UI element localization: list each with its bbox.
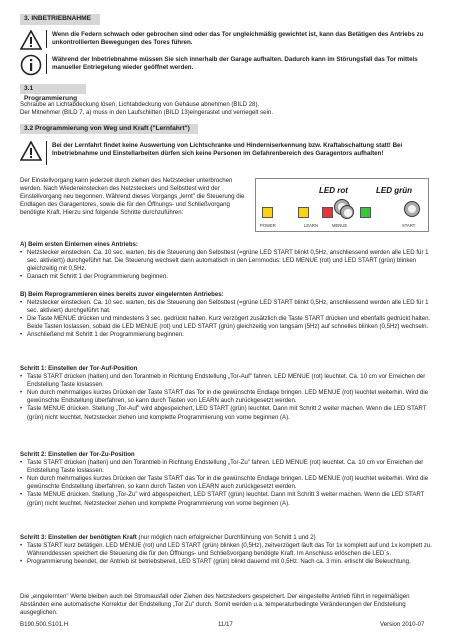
footer-page-number: 11/17 bbox=[218, 621, 233, 628]
section-3-title: 3. INBETRIEBNAHME bbox=[24, 15, 92, 22]
list-item: • Anschließend mit Schritt 1 der Programmierung beginnen. bbox=[27, 331, 434, 339]
warning-icon bbox=[20, 141, 42, 161]
list-item: • Nun durch mehrmaliges kurzes Drücken der Taste START das Tor in die gewünschte Endlage bringen. LED MENUE (rot) leuchtet weiterhin. Wird die gewünschte Endstellung überfahren, so kann durch Tasten von LEARN auch zurückgesetzt werden. bbox=[27, 389, 434, 405]
warning-divider bbox=[46, 54, 47, 74]
part-a bbox=[20, 241, 434, 281]
list-item: • Taste MENUE drücken. Stellung „Tor-Zu" wird abgespeichert, LED START (grün) leuchtet. Dann mit Schritt 3 weiter machen. Wenn die LED START (grün) nicht leuchtet, Netzstecker ziehen und komplette Programmierung von vorne beginnen (A). bbox=[27, 491, 434, 507]
warning-icon bbox=[20, 30, 42, 50]
step-3-title: Schritt 3: Einstellen der benötigten Kraft bbox=[20, 534, 137, 541]
step-2-title: Schritt 2: Einstellen der Tor-Zu-Position bbox=[20, 451, 135, 458]
control-panel-diagram bbox=[255, 178, 429, 232]
list-item: • Danach mit Schritt 1 der Programmierung beginnen. bbox=[27, 273, 434, 281]
panel-label-learn: LEARN bbox=[304, 223, 318, 228]
led-green-label: LED grün bbox=[376, 186, 412, 195]
section-3-1-heading bbox=[20, 84, 86, 102]
footer-doc-number: B190.500.S101.H bbox=[20, 621, 69, 628]
warning-divider bbox=[46, 141, 47, 165]
step-1 bbox=[20, 365, 434, 422]
section-3-2-title: 3.2 Programmierung von Weg und Kraft ("Lernfahrt") bbox=[24, 125, 190, 132]
led-icon bbox=[298, 207, 309, 218]
section-3-1-title: 3.1 Programmierung bbox=[24, 85, 78, 102]
step-3-note: (nur möglich nach erfolgreicher Durchführung von Schritt 1 und 2) bbox=[138, 534, 316, 541]
led-icon bbox=[262, 207, 273, 218]
section-3-2-heading bbox=[20, 124, 198, 134]
list-item: • Die Taste MENUE drücken und mindestens 3 sec. gedrückt halten. Kurz verzögert zusätzlich die Taste START drücken und ebenfalls gedrückt halten. Beide Tasten loslassen, sobald die LED MENUE (rot) und LED START (grün) gleichzeitig von langsam (5Hz) auf schnelles blinken (0,5Hz) wechseln. bbox=[27, 315, 434, 331]
list-item: • Taste START kurz betätigen. LED MENUE (rot) und LED START (grün) blinken (0,5Hz), zeitverzögert läuft das Tor 1x komplett auf und 1x komplett zu. Währenddessen speichert die Steuerung die für den Öffnungs- und Schließvorgang benötigte Kraft. Im Anschluss erlöschen die LED´s. bbox=[27, 542, 434, 558]
led-red-icon bbox=[322, 207, 333, 218]
warning-text-learning-run: Bei der Lernfahrt findet keine Auswertung von Lichtschranke und Hinderniserkennung bzw. Kraftabschaltung statt! Bei Inbetriebnahme und Einstellarbeiten dürfen sich keine Personen im Gefahrenbereich des Garagentors aufhalten! bbox=[52, 142, 403, 158]
warning-divider bbox=[46, 30, 47, 48]
footer-version: Version 2010-07 bbox=[380, 621, 425, 628]
info-icon bbox=[20, 54, 42, 76]
text-line: Schraube an Lichtabdeckung lösen, Lichtabdeckung von Gehäuse abnehmen (BILD 28). bbox=[20, 101, 260, 108]
start-button bbox=[404, 201, 420, 217]
list-item: • Taste START drücken (halten) und den Torantrieb in Richtung Endstellung „Tor-Zu" fahren. LED MENUE (rot) leuchtet. Ca. 10 cm vor Erreichen der Endstellung Taste loslassen. bbox=[27, 459, 434, 475]
list-item: • Programmierung beendet, der Antrieb ist betriebsbereit, LED START (grün) blinkt dauernd mit 0,5Hz. Nach ca. 3 min. erlischt die Beleuchtung. bbox=[27, 558, 434, 566]
warning-text-inside-garage: Während der Inbetriebnahme müssen Sie sich innerhalb der Garage aufhalten. Dadurch kann im Störungsfall das Tor mittels manueller Entriegelung wieder geöffnet werden. bbox=[52, 56, 418, 72]
part-b-title: B) Beim Reprogrammieren eines bereits zuvor eingelernten Antriebes: bbox=[20, 291, 224, 298]
part-b bbox=[20, 291, 434, 340]
panel-label-menue: MENUE bbox=[332, 223, 348, 228]
section-3-1-body bbox=[20, 101, 440, 117]
list-item: • Taste MENUE drücken. Stellung „Tor-Auf" wird abgespeichert, LED START (grün) leuchtet. Dann mit Schritt 2 weiter machen. Wenn die LED START (grün) nicht leuchtet, Netzstecker ziehen und komplette Programmierung von vorne beginnen (A). bbox=[27, 405, 434, 421]
menue-button bbox=[340, 205, 354, 219]
led-green-icon bbox=[360, 207, 371, 218]
warning-text-springs: Wenn die Federn schwach oder gebrochen sind oder das Tor ungleichmäßig gewichtet ist, kann das Betätigen des Antriebs zu unkontrollierten Bewegungen des Tores führen. bbox=[52, 31, 424, 47]
section-3-heading bbox=[20, 14, 100, 25]
part-a-title: A) Beim ersten Einlernen eines Antriebs: bbox=[20, 241, 138, 248]
step-3 bbox=[20, 534, 434, 566]
panel-label-start: START bbox=[402, 223, 416, 228]
led-red-label: LED rot bbox=[319, 186, 348, 195]
panel-label-power: POWER bbox=[260, 223, 276, 228]
section-3-2-intro: Der Einstellvorgang kann jederzeit durch ziehen des Netzstecker unterbrochen werden. Nach Wiedereinstecken des Netzsteckers und Selbsttest wird der Einstellvorgang neu begonnen. Während dieses Vorgangs „lernt" die Steuerung die Endlagen des Garagentores, sowie die für den Öffnungs- und Schließvorgang benötigte Kraft. Hierzu sind folgende Schritte durchzuführen: bbox=[20, 177, 245, 217]
step-2 bbox=[20, 451, 434, 508]
list-item: • Taste START drücken (halten) und den Torantrieb in Richtung Endstellung „Tor-Auf" fahren. LED MENUE (rot) leuchtet. Ca. 10 cm vor Erreichen der Endstellung Taste loslassen. bbox=[27, 373, 434, 389]
list-item: • Netzstecker einstecken. Ca. 10 sec. warten, bis die Steuerung den Selbsttest (=grüne LED START blinkt 0,5Hz, anschliessend werden alle LED für 1 sec. aktiviert) durchgeführt hat. bbox=[27, 299, 434, 315]
text-line: Der Mitnehmer (BILD 7, a) muss in den Laufschlitten (BILD 13)eingerastet und verriegelt sein. bbox=[20, 109, 274, 117]
closing-paragraph: Die „eingelernten" Werte bleiben auch bei Stromausfall oder Ziehen des Netzsteckers gespeichert. Der eingestellte Antrieb führt in regelmäßigen Abständen eine automatische Korrektur der Endstellung „Tor Zu" durch. Somit werden u.a. temperaturbedingte Veränderungen der Endstellung ausgeglichen. bbox=[20, 593, 410, 617]
list-item: • Netzstecker einstecken. Ca. 10 sec. warten, bis die Steuerung den Selbsttest (=grüne LED START blinkt 0,5Hz, anschliessend werden alle LED für 1 sec. aktiviert)) durchgeführt hat. Die Steuerung wechselt dann automatisch in den Lernmodus: LED MENUE (rot) und LED START (grün) blinken gleichzeitig mit 0,5Hz. bbox=[27, 249, 434, 273]
step-1-title: Schritt 1: Einstellen der Tor-Auf-Position bbox=[20, 365, 138, 372]
list-item: • Nun durch mehrmaliges kurzes Drücken der Taste START das Tor in die gewünschte Endlage bringen. LED MENUE (rot) leuchtet weiterhin. Wird die gewünschte Endstellung überfahren, so kann durch Tasten von LEARN auch zurückgesetzt werden. bbox=[27, 475, 434, 491]
